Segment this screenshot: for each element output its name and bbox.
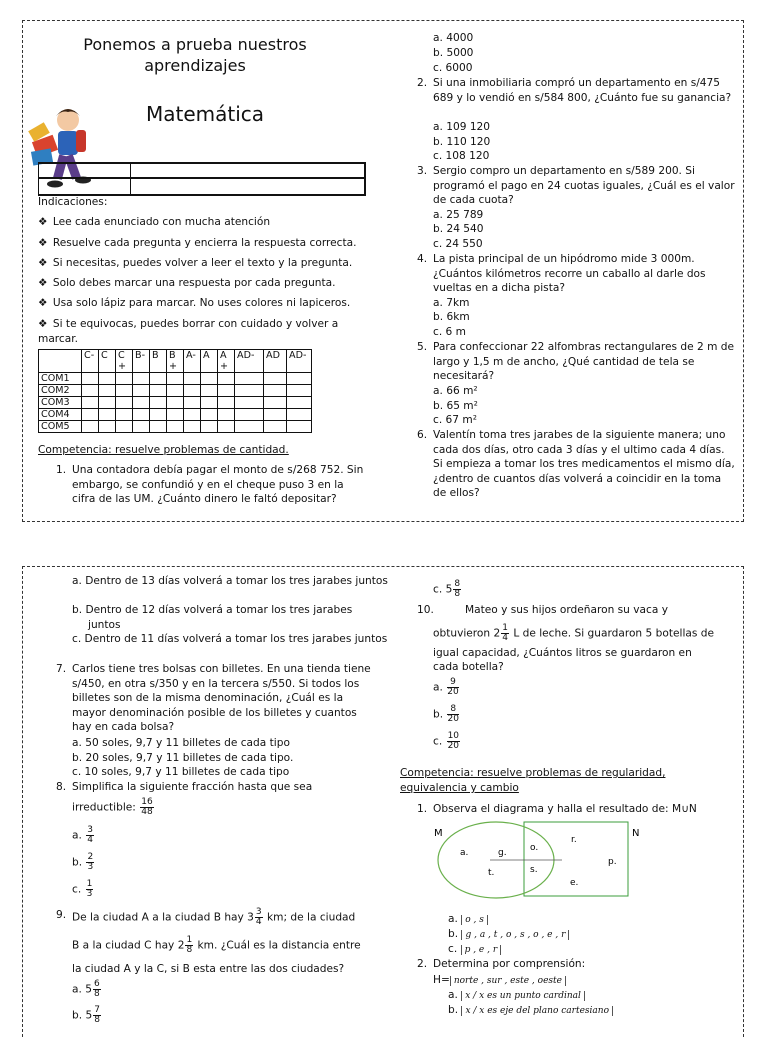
subject-title: Matemática bbox=[145, 102, 265, 126]
option-b[interactable]: b. 5000 bbox=[433, 47, 474, 59]
option-c[interactable]: c. p , e , r bbox=[448, 942, 501, 958]
grade-line bbox=[38, 177, 366, 195]
option-a[interactable]: a. 5 $\frac{6}{8}$ bbox=[72, 979, 100, 999]
indicacion-item: ❖ Lee cada enunciado con mucha atención bbox=[38, 216, 271, 228]
question-8-fraction: irreductible: $\frac{16}{48}$ bbox=[72, 797, 153, 817]
table-row bbox=[39, 385, 312, 397]
table-row bbox=[39, 409, 312, 421]
venn-element: a. bbox=[460, 848, 469, 858]
table-header-cell: C- bbox=[82, 350, 99, 373]
row-label: COM2 bbox=[39, 385, 82, 397]
diamond-bullet-icon: ❖ bbox=[38, 237, 48, 249]
question-10-line-4: cada botella? bbox=[433, 661, 504, 673]
box-divider-line bbox=[130, 162, 131, 194]
venn-diagram bbox=[430, 820, 650, 902]
diamond-bullet-icon: ❖ bbox=[38, 318, 48, 330]
indicacion-item: ❖ Si te equivocas, puedes borrar con cuidado y volver a marcar. bbox=[38, 318, 339, 345]
option-c[interactable]: c. 24 550 bbox=[433, 238, 483, 250]
table-header-cell: A + bbox=[218, 350, 235, 373]
option-a[interactable]: a. 7km bbox=[433, 297, 470, 309]
option-a[interactable]: a. 25 789 bbox=[433, 209, 484, 221]
option-b[interactable]: b. 6km bbox=[433, 311, 470, 323]
table-header-cell: AD- bbox=[235, 350, 264, 373]
option-b[interactable]: b. 65 m² bbox=[433, 400, 478, 412]
page-title: Ponemos a prueba nuestros aprendizajes bbox=[83, 35, 307, 75]
row-label: COM4 bbox=[39, 409, 82, 421]
option-b[interactable]: b. Dentro de 12 días volverá a tomar los tres jarabes juntos bbox=[72, 604, 353, 631]
option-a[interactable]: a. $\frac{3}{4}$ bbox=[72, 825, 93, 845]
option-c[interactable]: c. 6 m bbox=[433, 326, 466, 338]
fraction: $\frac{16}{48}$ bbox=[141, 797, 153, 817]
row-label: COM5 bbox=[39, 421, 82, 433]
venn-element: r. bbox=[571, 835, 577, 845]
table-header-cell: AD bbox=[264, 350, 287, 373]
option-a[interactable]: a. o , s bbox=[448, 912, 488, 928]
indicacion-item: ❖ Resuelve cada pregunta y encierra la respuesta correcta. bbox=[38, 237, 357, 249]
indicacion-item: ❖ Si necesitas, puedes volver a leer el texto y la pregunta. bbox=[38, 257, 353, 269]
box-left-line bbox=[38, 162, 39, 194]
indicacion-item: ❖ Solo debes marcar una respuesta por cada pregunta. bbox=[38, 277, 336, 289]
diamond-bullet-icon: ❖ bbox=[38, 277, 48, 289]
table-row bbox=[39, 421, 312, 433]
diamond-bullet-icon: ❖ bbox=[38, 297, 48, 309]
venn-element: e. bbox=[570, 878, 579, 888]
venn-element: s. bbox=[530, 865, 538, 875]
option-a[interactable]: a. 66 m² bbox=[433, 385, 478, 397]
competencia-heading: Competencia: resuelve problemas de cantidad. bbox=[38, 444, 289, 456]
table-header-cell: B bbox=[150, 350, 167, 373]
question-10-line-3: igual capacidad, ¿Cuántos litros se guardaron en bbox=[433, 647, 692, 659]
option-c[interactable]: c. 10 soles, 9,7 y 11 billetes de cada tipo bbox=[72, 766, 290, 778]
venn-element: p. bbox=[608, 857, 617, 867]
option-c[interactable]: c. 6000 bbox=[433, 62, 473, 74]
option-b[interactable]: b. 5 $\frac{7}{8}$ bbox=[72, 1005, 100, 1025]
table-header-cell: C + bbox=[116, 350, 133, 373]
student-name-box[interactable] bbox=[38, 162, 366, 194]
option-a[interactable]: a. $\frac{9}{20}$ bbox=[433, 677, 459, 697]
table-header-cell bbox=[39, 350, 82, 373]
option-c[interactable]: c. 67 m² bbox=[433, 414, 477, 426]
table-header-cell: B + bbox=[167, 350, 184, 373]
table-header-cell: AD- bbox=[287, 350, 312, 373]
venn-element: t. bbox=[488, 868, 495, 878]
option-c[interactable]: c. 5 $\frac{8}{8}$ bbox=[433, 579, 461, 599]
option-c[interactable]: c. Dentro de 11 días volverá a tomar los tres jarabes juntos bbox=[72, 633, 388, 645]
option-b[interactable]: b. $\frac{8}{20}$ bbox=[433, 704, 459, 724]
table-header-cell: B- bbox=[133, 350, 150, 373]
option-c[interactable]: c. $\frac{1}{3}$ bbox=[72, 879, 93, 899]
option-a[interactable]: a. 4000 bbox=[433, 32, 474, 44]
table-header-cell: C bbox=[99, 350, 116, 373]
option-a[interactable]: a. Dentro de 13 días volverá a tomar los tres jarabes juntos bbox=[72, 575, 388, 587]
table-header-cell: A- bbox=[184, 350, 201, 373]
option-c[interactable]: c. $\frac{10}{20}$ bbox=[433, 731, 460, 751]
venn-element: o. bbox=[530, 843, 539, 853]
diamond-bullet-icon: ❖ bbox=[38, 216, 48, 228]
option-a[interactable]: a. 109 120 bbox=[433, 121, 491, 133]
question-9-line-3: la ciudad A y la C, si B esta entre las dos ciudades? bbox=[72, 963, 345, 975]
question-9-line-2: B a la ciudad C hay 2 $\frac{1}{8}$ km. ¿Cuál es la distancia entre bbox=[72, 935, 361, 955]
table-header-cell: A bbox=[201, 350, 218, 373]
option-b[interactable]: b. $\frac{2}{3}$ bbox=[72, 852, 94, 872]
option-b[interactable]: b. x / x es eje del plano cartesiano bbox=[448, 1003, 613, 1019]
option-b[interactable]: b. g , a , t , o , s , o , e , r bbox=[448, 927, 569, 943]
table-row bbox=[39, 397, 312, 409]
venn-element: g. bbox=[498, 848, 507, 858]
indicacion-item: ❖ Usa solo lápiz para marcar. No uses colores ni lapiceros. bbox=[38, 297, 351, 309]
grading-table bbox=[38, 349, 312, 433]
indicaciones-heading: Indicaciones: bbox=[38, 196, 108, 208]
table-row bbox=[39, 373, 312, 385]
box-right-line bbox=[364, 162, 366, 196]
diamond-bullet-icon: ❖ bbox=[38, 257, 48, 269]
set-m-label: M bbox=[434, 828, 443, 839]
option-a[interactable]: a. x / x es un punto cardinal bbox=[448, 988, 585, 1004]
question-10-line-2: obtuvieron 2 $\frac{1}{4}$ L de leche. Si guardaron 5 botellas de bbox=[433, 623, 715, 643]
competencia-heading-2b: equivalencia y cambio bbox=[400, 782, 519, 794]
option-a[interactable]: a. 50 soles, 9,7 y 11 billetes de cada tipo bbox=[72, 737, 290, 749]
page-gap bbox=[0, 522, 768, 566]
table-header-row bbox=[39, 350, 312, 373]
option-b[interactable]: b. 20 soles, 9,7 y 11 billetes de cada tipo. bbox=[72, 752, 294, 764]
set-h-definition: H= norte , sur , este , oeste bbox=[433, 973, 566, 989]
option-c[interactable]: c. 108 120 bbox=[433, 150, 490, 162]
option-b[interactable]: b. 110 120 bbox=[433, 136, 491, 148]
row-label: COM3 bbox=[39, 397, 82, 409]
set-n-label: N bbox=[632, 828, 640, 839]
row-label: COM1 bbox=[39, 373, 82, 385]
competencia-heading-2: Competencia: resuelve problemas de regularidad, bbox=[400, 767, 666, 779]
option-b[interactable]: b. 24 540 bbox=[433, 223, 484, 235]
